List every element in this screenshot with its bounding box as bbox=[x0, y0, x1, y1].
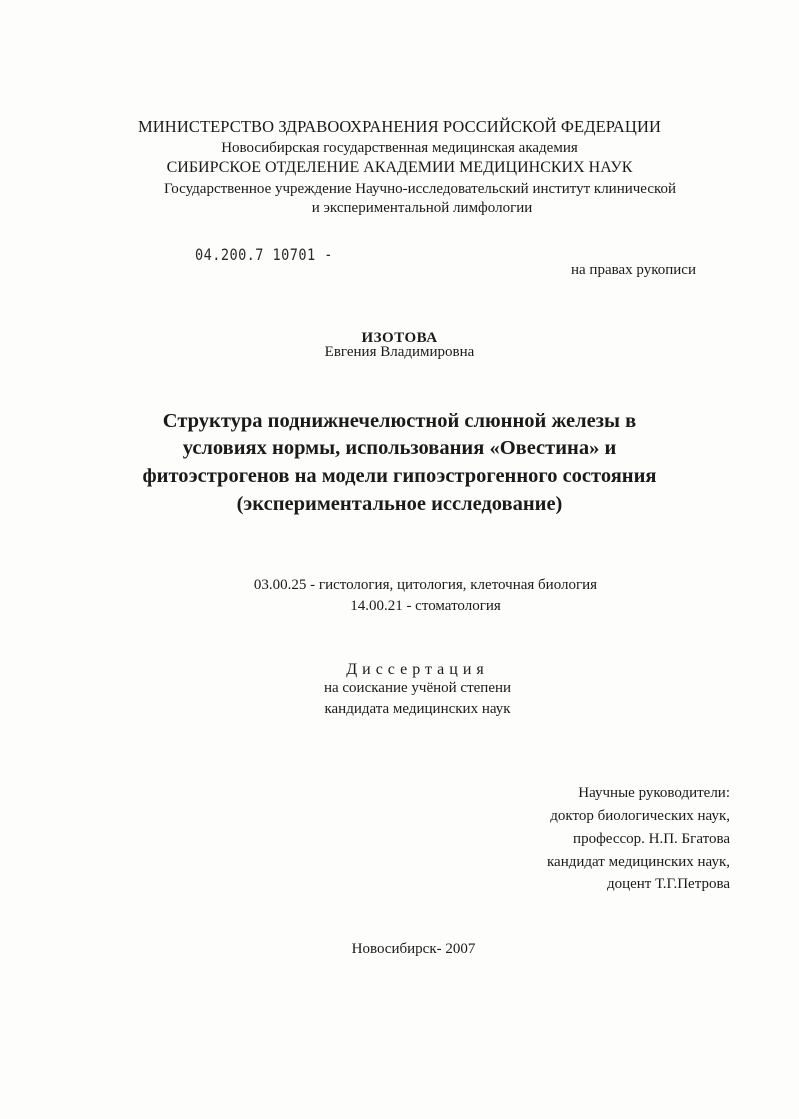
title-line-2: условиях нормы, использования «Овестина» и bbox=[182, 437, 617, 459]
ministry-header: МИНИСТЕРСТВО ЗДРАВООХРАНЕНИЯ РОССИЙСКОЙ ФЕДЕРАЦИИ bbox=[138, 117, 661, 136]
registration-stamp: 04.200.7 10701 - bbox=[195, 245, 333, 264]
title-line-1: Структура поднижнечелюстной слюнной железы в bbox=[162, 410, 637, 432]
specialty-2: 14.00.21 - стоматология bbox=[350, 598, 501, 614]
dissertation-degree-name: кандидата медицинских наук bbox=[324, 701, 511, 717]
specialty-1: 03.00.25 - гистология, цитология, клеточная биология bbox=[253, 577, 598, 593]
author-first-name: Евгения Владимировна bbox=[324, 344, 475, 360]
supervisor-1-name: профессор. Н.П. Бгатова bbox=[573, 831, 730, 847]
supervisor-1-degree: доктор биологических наук, bbox=[550, 808, 730, 824]
supervisor-2-name: доцент Т.Г.Петрова bbox=[606, 876, 730, 892]
academy-line: Новосибирская государственная медицинская академия bbox=[221, 140, 578, 156]
institute-line-1: Государственное учреждение Научно-исследовательский институт клинической bbox=[163, 181, 677, 197]
rights-note: на правах рукописи bbox=[571, 262, 696, 278]
supervisor-2-degree: кандидат медицинских наук, bbox=[547, 854, 730, 870]
title-line-4: (экспериментальное исследование) bbox=[236, 493, 563, 515]
author-last-name: ИЗОТОВА bbox=[361, 330, 438, 346]
branch-header: СИБИРСКОЕ ОТДЕЛЕНИЕ АКАДЕМИИ МЕДИЦИНСКИХ НАУК bbox=[166, 159, 633, 176]
institute-line-2: и экспериментальной лимфологии bbox=[311, 200, 533, 216]
supervisors-heading: Научные руководители: bbox=[578, 785, 730, 801]
dissertation-label: Диссертация bbox=[346, 661, 489, 678]
dissertation-degree-line: на соискание учёной степени bbox=[323, 680, 512, 696]
title-line-3: фитоэстрогенов на модели гипоэстрогенного состояния bbox=[142, 465, 657, 487]
city-year: Новосибирск- 2007 bbox=[351, 941, 476, 957]
